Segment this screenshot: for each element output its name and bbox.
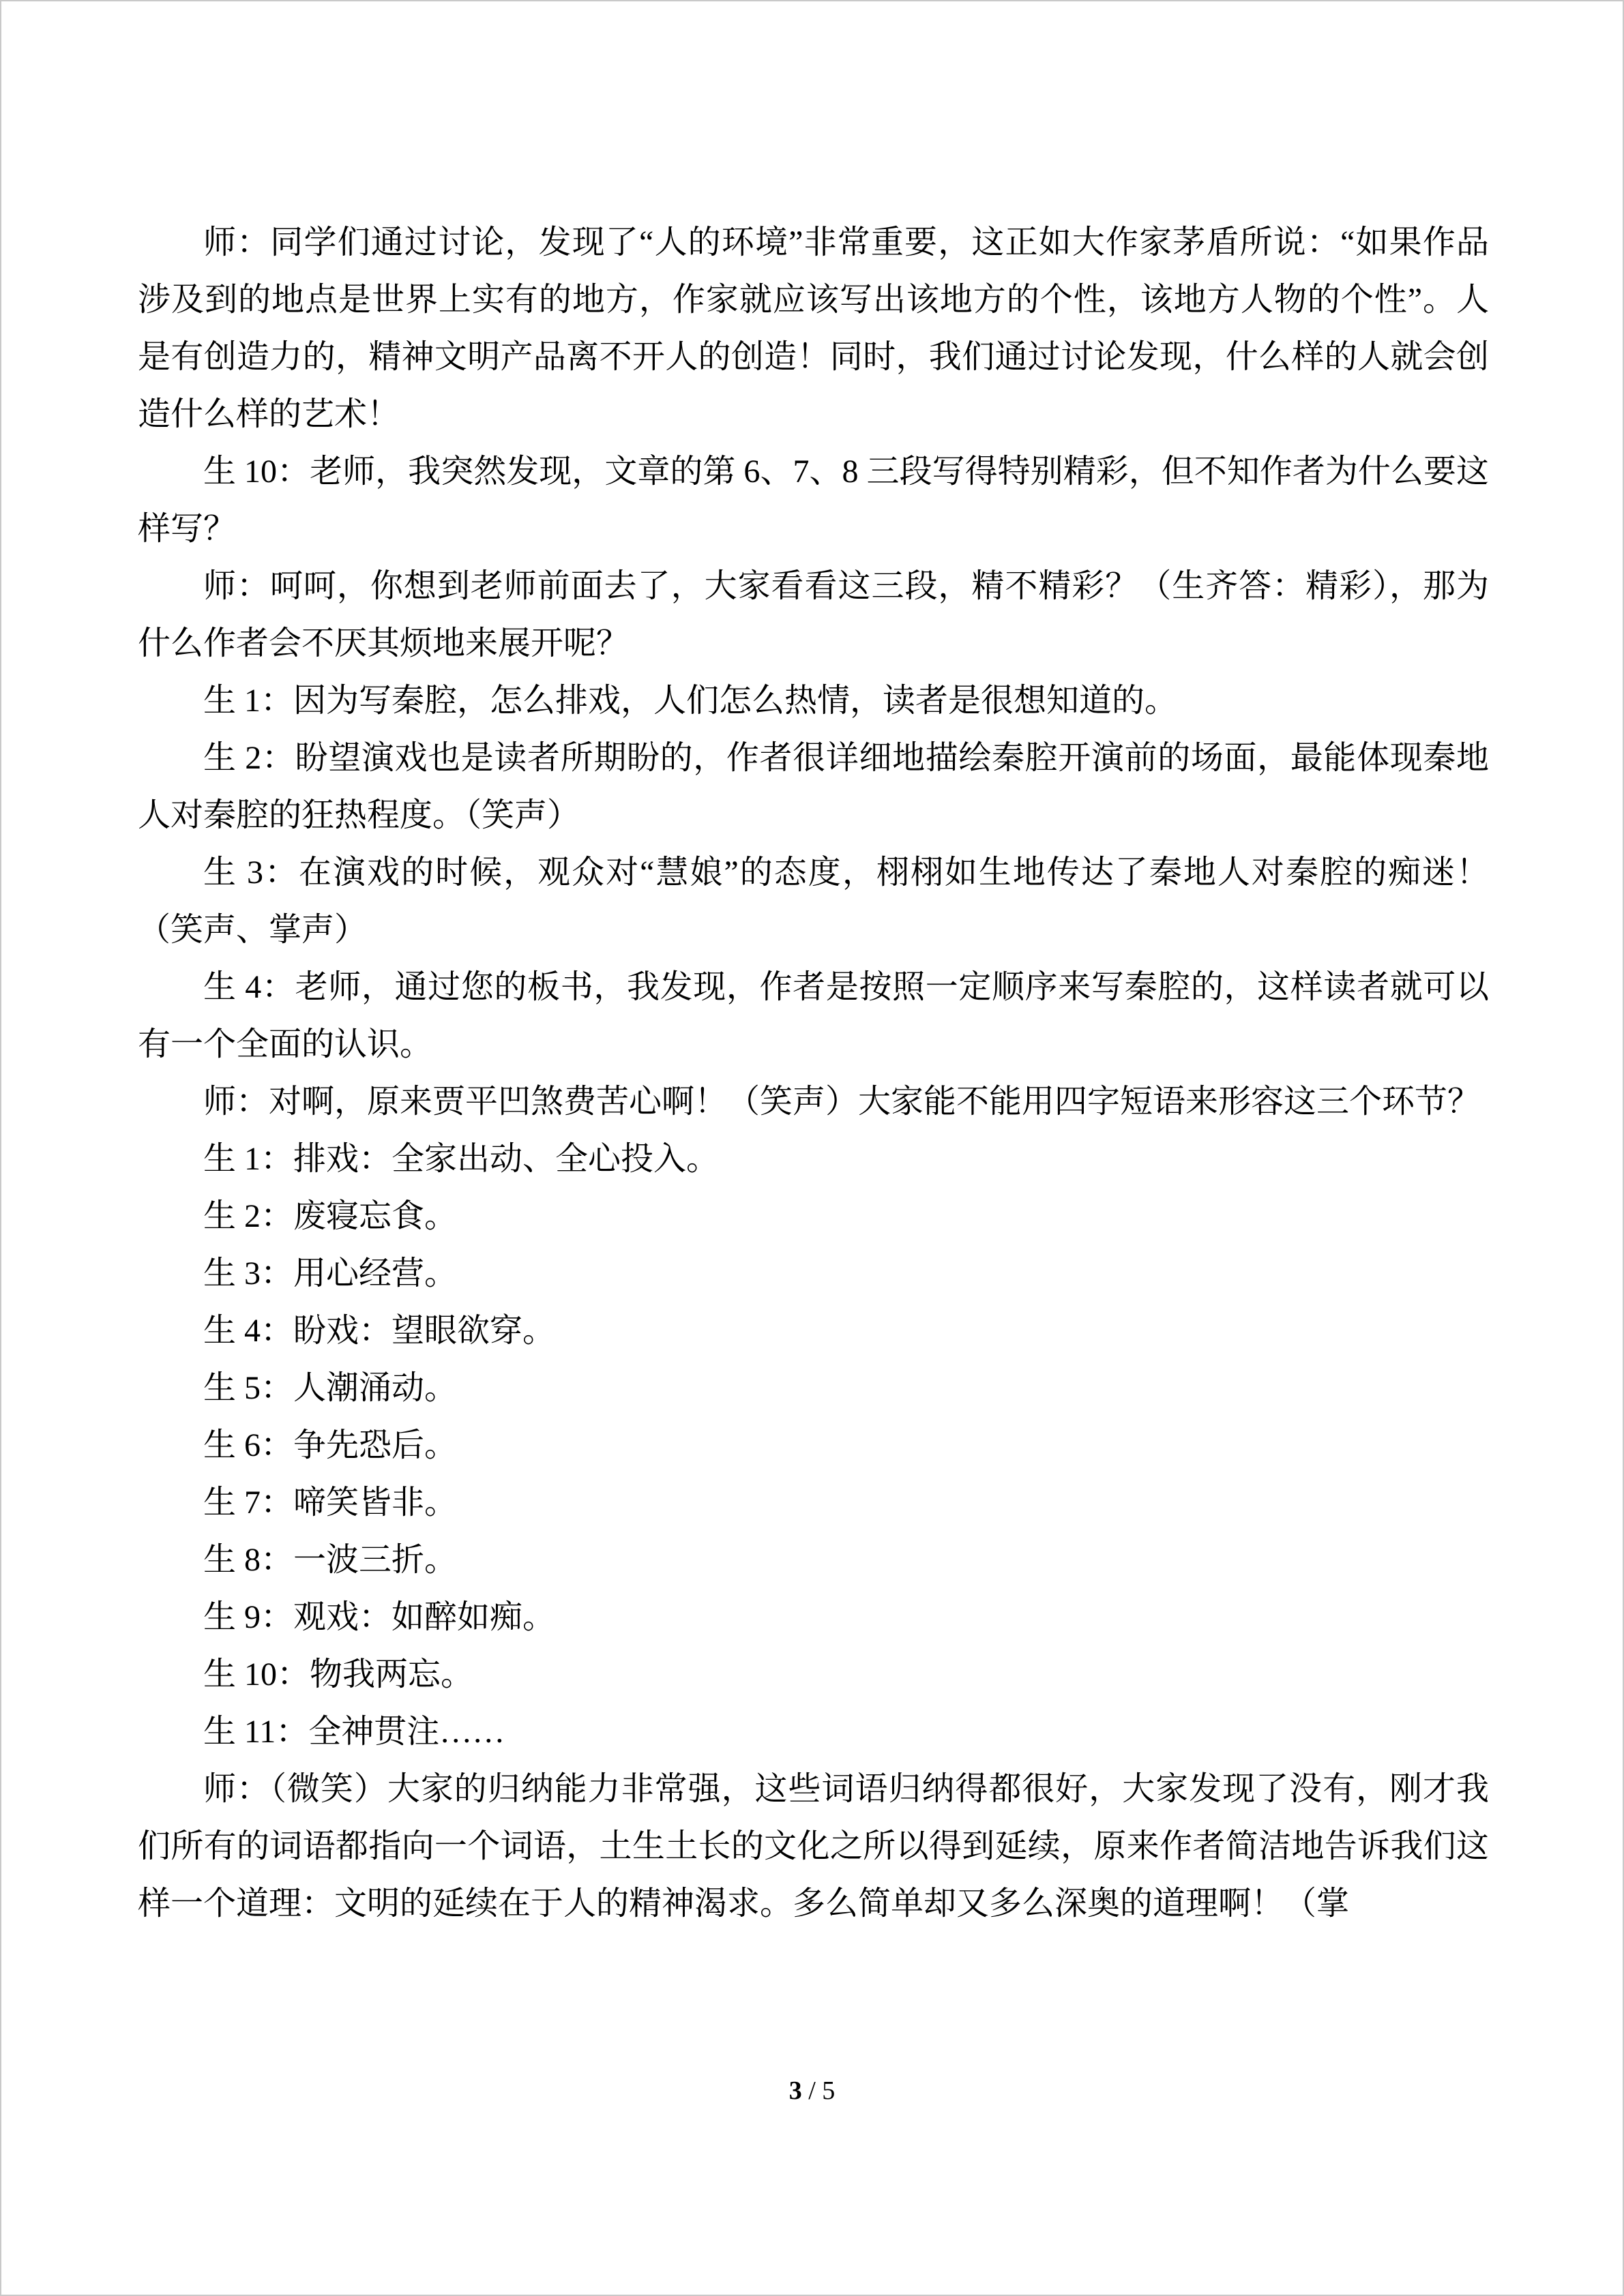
paragraph: 生 5：人潮涌动。 — [203, 1370, 458, 1406]
page-footer — [1, 2074, 1623, 2107]
paragraph: 师：呵呵，你想到老师前面去了，大家看看这三段，精不精彩？（生齐答：精彩），那为什么作者会不厌其烦地来展开呢？ — [138, 568, 1489, 661]
paragraph: 生 1：因为写秦腔，怎么排戏，人们怎么热情，读者是很想知道的。 — [203, 683, 1178, 719]
paragraph: 生 9：观戏：如醉如痴。 — [203, 1599, 556, 1635]
paragraph: 师：（微笑）大家的归纳能力非常强，这些词语归纳得都很好，大家发现了没有，刚才我们所有的词语都指向一个词语，土生土长的文化之所以得到延续，原来作者简洁地告诉我们这样一个道理：文明的延续在于人的精神渴求。多么简单却又多么深奥的道理啊！（掌 — [138, 1771, 1489, 1922]
page-number-total: 5 — [822, 2076, 836, 2105]
paragraph: 师：对啊，原来贾平凹煞费苦心啊！（笑声）大家能不能用四字短语来形容这三个环节？ — [203, 1084, 1481, 1120]
page-number-separator: / — [801, 2076, 823, 2105]
paragraph: 生 3：在演戏的时候，观众对“慧娘”的态度，栩栩如生地传达了秦地人对秦腔的痴迷！（笑声、掌声） — [138, 854, 1489, 948]
paragraph: 师：同学们通过讨论，发现了“人的环境”非常重要，这正如大作家茅盾所说：“如果作品涉及到的地点是世界上实有的地方，作家就应该写出该地方的个性，该地方人物的个性”。人是有创造力的，精神文明产品离不开人的创造！同时，我们通过讨论发现，什么样的人就会创造什么样的艺术！ — [138, 224, 1489, 432]
paragraph: 生 7：啼笑皆非。 — [203, 1485, 458, 1521]
paragraph: 生 10：老师，我突然发现，文章的第 6、7、8 三段写得特别精彩，但不知作者为什么要这样写？ — [138, 453, 1489, 547]
paragraph: 生 2：废寝忘食。 — [203, 1198, 458, 1234]
paragraph: 生 4：老师，通过您的板书，我发现，作者是按照一定顺序来写秦腔的，这样读者就可以有一个全面的认识。 — [138, 969, 1489, 1062]
paragraph: 生 3：用心经营。 — [203, 1255, 458, 1292]
paragraph: 生 8：一波三折。 — [203, 1542, 458, 1578]
paragraph: 生 4：盼戏：望眼欲穿。 — [203, 1313, 556, 1349]
paragraph: 生 1：排戏：全家出动、全心投入。 — [203, 1141, 720, 1177]
page-number-current: 3 — [788, 2076, 802, 2105]
paragraph: 生 10：物我两忘。 — [203, 1656, 474, 1693]
document-body — [138, 214, 1489, 1933]
paragraph: 生 2：盼望演戏也是读者所期盼的，作者很详细地描绘秦腔开演前的场面，最能体现秦地人对秦腔的狂热程度。（笑声） — [138, 740, 1489, 833]
paragraph: 生 11：全神贯注…… — [203, 1714, 505, 1750]
paragraph: 生 6：争先恐后。 — [203, 1427, 458, 1463]
